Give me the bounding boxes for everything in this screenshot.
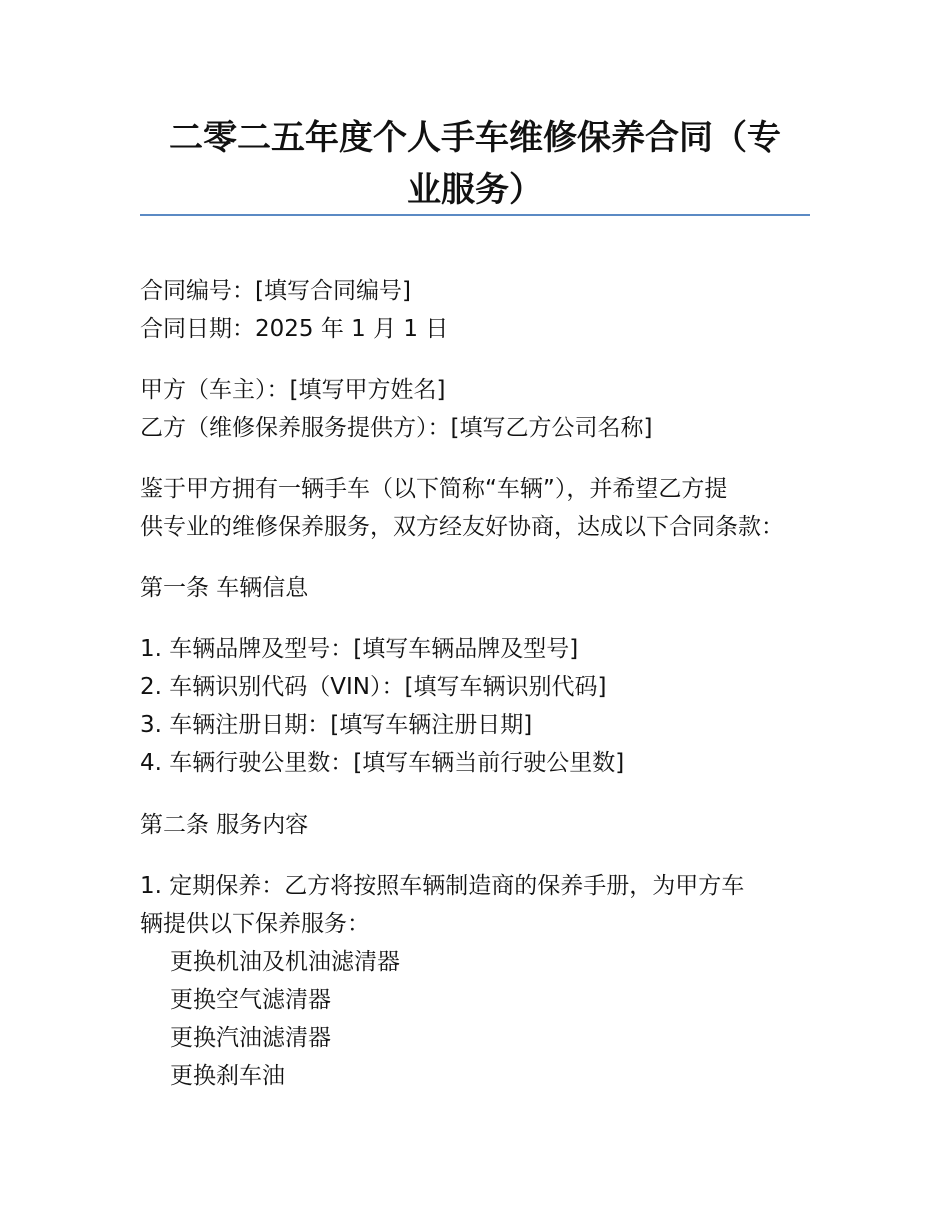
preamble-line-2: 供专业的维修保养服务，双方经友好协商，达成以下合同条款：: [140, 514, 784, 540]
contract-number: 合同编号：[填写合同编号]: [140, 278, 411, 304]
article1-heading: 第一条 车辆信息: [140, 575, 309, 601]
title-underline: [140, 214, 810, 216]
article2-heading: 第二条 服务内容: [140, 812, 309, 838]
party-a: 甲方（车主）：[填写甲方姓名]: [140, 377, 446, 403]
service-item: 更换汽油滤清器: [170, 1025, 331, 1051]
service-item: 更换刹车油: [170, 1063, 285, 1089]
title-line-1: 二零二五年度个人手车维修保养合同（专: [169, 118, 781, 158]
article1-item: 2. 车辆识别代码（VIN）：[填写车辆识别代码]: [140, 674, 607, 700]
article2-item1-line1: 1. 定期保养：乙方将按照车辆制造商的保养手册，为甲方车: [140, 873, 745, 899]
service-item: 更换空气滤清器: [170, 987, 331, 1013]
service-item: 更换机油及机油滤清器: [170, 949, 400, 975]
party-b: 乙方（维修保养服务提供方）：[填写乙方公司名称]: [140, 415, 653, 441]
article1-item: 3. 车辆注册日期：[填写车辆注册日期]: [140, 712, 533, 738]
document-title: [140, 112, 810, 216]
article2-item1-line2: 辆提供以下保养服务：: [140, 911, 370, 937]
contract-date: 合同日期：2025 年 1 月 1 日: [140, 316, 449, 342]
preamble-line-1: 鉴于甲方拥有一辆手车（以下简称“车辆”），并希望乙方提: [140, 476, 728, 502]
title-line-2: 业服务）: [407, 170, 543, 210]
article1-item: 4. 车辆行驶公里数：[填写车辆当前行驶公里数]: [140, 750, 625, 776]
article1-item: 1. 车辆品牌及型号：[填写车辆品牌及型号]: [140, 636, 579, 662]
